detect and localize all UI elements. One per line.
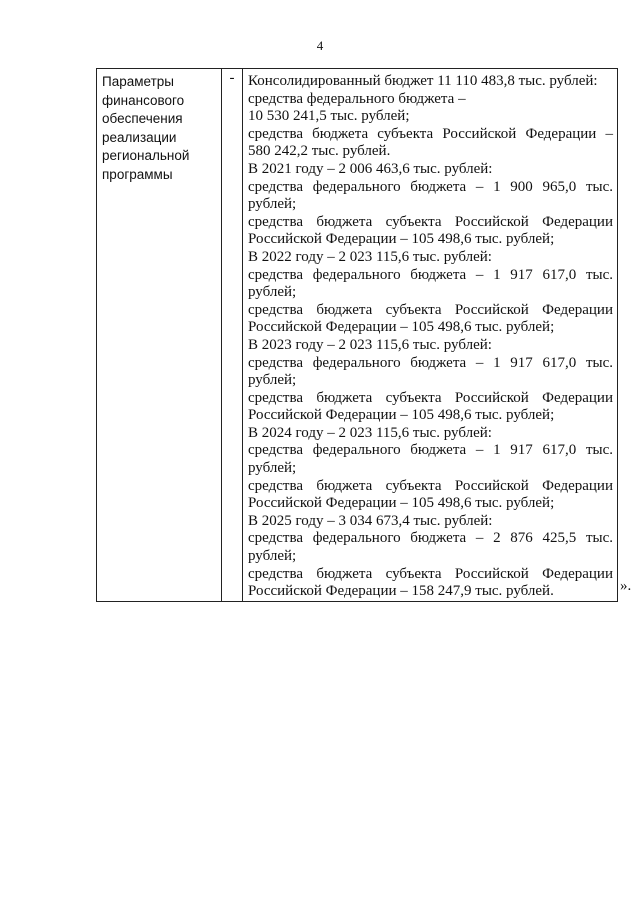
financing-line: средства бюджета субъекта Российской Федерации xyxy=(248,565,613,582)
dash-cell xyxy=(222,69,243,602)
page-number: 4 xyxy=(316,38,324,53)
financing-line: Российской Федерации – 105 498,6 тыс. рублей; xyxy=(248,231,555,248)
financing-line: средства федерального бюджета – 1 900 965,0 тыс. xyxy=(248,178,613,195)
financing-line: В 2024 году – 2 023 115,6 тыс. рублей: xyxy=(248,424,492,441)
financing-line: рублей; xyxy=(248,372,297,389)
financing-line: средства бюджета субъекта Российской Федерации xyxy=(248,389,613,406)
financing-line: средства федерального бюджета – 1 917 617,0 тыс. xyxy=(248,266,613,283)
financing-line: Консолидированный бюджет 11 110 483,8 тыс. рублей: xyxy=(248,73,598,89)
financing-line: рублей; xyxy=(248,460,297,477)
financing-text xyxy=(243,69,617,601)
financing-line: средства федерального бюджета – xyxy=(248,90,466,107)
closing-quote: ». xyxy=(620,578,632,594)
parameter-label: Параметры финансового обеспечения реализации региональной программы xyxy=(102,74,190,182)
financing-line: средства федерального бюджета – 2 876 425,5 тыс. xyxy=(248,530,613,547)
financing-line: Российской Федерации – 105 498,6 тыс. рублей; xyxy=(248,319,555,336)
financing-line: средства федерального бюджета – 1 917 617,0 тыс. xyxy=(248,442,613,459)
financing-line: В 2022 году – 2 023 115,6 тыс. рублей: xyxy=(248,248,492,265)
financing-line: средства бюджета субъекта Российской Федерации xyxy=(248,477,613,494)
financing-line: рублей; xyxy=(248,196,297,213)
financing-parameters-table xyxy=(96,68,618,602)
financing-line: средства бюджета субъекта Российской Федерации xyxy=(248,301,613,318)
financing-line: В 2021 году – 2 006 463,6 тыс. рублей: xyxy=(248,160,493,177)
parameter-label-cell xyxy=(97,69,222,602)
financing-line: рублей; xyxy=(248,284,297,301)
financing-content-cell xyxy=(243,69,618,602)
dash-mark: - xyxy=(229,70,235,86)
financing-line: 580 242,2 тыс. рублей. xyxy=(248,143,391,160)
financing-line: средства бюджета субъекта Российской Федерации – xyxy=(248,125,613,142)
financing-line: средства бюджета субъекта Российской Федерации xyxy=(248,213,613,230)
financing-line: Российской Федерации – 105 498,6 тыс. рублей; xyxy=(248,495,555,512)
financing-line: В 2023 году – 2 023 115,6 тыс. рублей: xyxy=(248,336,492,353)
table-row xyxy=(97,69,618,602)
financing-line: Российской Федерации – 158 247,9 тыс. рублей. xyxy=(248,583,554,600)
financing-line: 10 530 241,5 тыс. рублей; xyxy=(248,108,410,125)
financing-line: В 2025 году – 3 034 673,4 тыс. рублей: xyxy=(248,512,493,529)
financing-line: средства федерального бюджета – 1 917 617,0 тыс. xyxy=(248,354,613,371)
financing-line: рублей; xyxy=(248,548,297,565)
financing-line: Российской Федерации – 105 498,6 тыс. рублей; xyxy=(248,407,555,424)
